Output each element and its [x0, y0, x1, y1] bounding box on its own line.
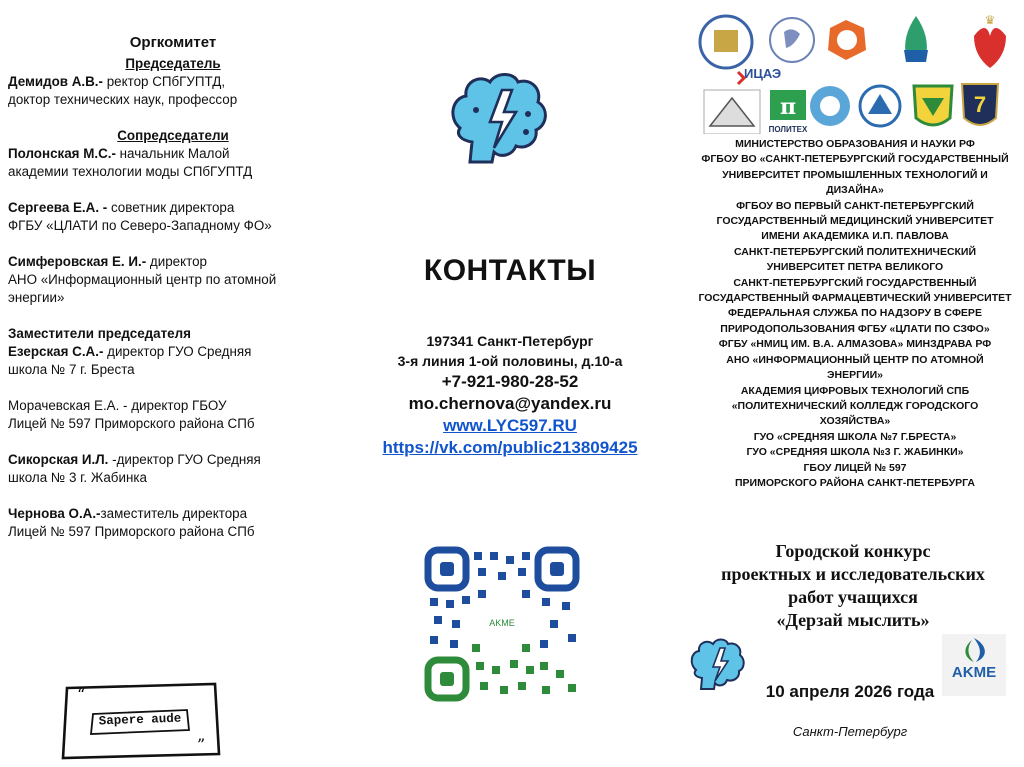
email-address: mo.chernova@yandex.ru [408, 394, 612, 413]
org-line: САНКТ-ПЕТЕРБУРГСКИЙ ПОЛИТЕХНИЧЕСКИЙ [733, 245, 977, 258]
motto-card [55, 680, 225, 762]
org-line: ФЕДЕРАЛЬНАЯ СЛУЖБА ПО НАДЗОРУ В СФЕРЕ [728, 307, 982, 320]
org-line: ГБОУ ЛИЦЕЙ № 597 [803, 461, 907, 474]
chair-entry: Демидов А.В.- ректор СПбГУПТД, [8, 74, 226, 89]
deputy-entry: Чернова О.А.-заместитель директора [8, 506, 248, 521]
deputy-entry: Езерская С.А.- директор ГУО Средняя [8, 344, 252, 359]
brain-lightning-logo [446, 68, 556, 168]
qr-center-label: AKME [489, 618, 515, 628]
site-link[interactable]: www.LYC597.RU [443, 416, 577, 435]
akme-logo-text: AKME [951, 664, 997, 681]
deputy-entry: Морачевская Е.А. - директор ГБОУ [8, 398, 227, 413]
org-line: ХОЗЯЙСТВА» [819, 415, 891, 428]
committee-title: Оргкомитет [129, 34, 217, 51]
deputies-heading: Заместители председателя [8, 326, 191, 341]
org-line: ФГБУ «НМИЦ ИМ. В.А. АЛМАЗОВА» МИНЗДРАВА РФ [718, 338, 992, 351]
org-line: ГОСУДАРСТВЕННЫЙ МЕДИЦИНСКИЙ УНИВЕРСИТЕТ [716, 215, 994, 228]
street-address: 3-я линия 1-ой половины, д.10-а [397, 353, 623, 369]
politeh-logo-text: ПОЛИТЕХ [768, 125, 808, 134]
org-line: АКАДЕМИЯ ЦИФРОВЫХ ТЕХНОЛОГИЙ СПБ [740, 384, 970, 397]
svg-text:”: ” [197, 735, 206, 754]
svg-text:“: “ [77, 685, 86, 704]
org-line: ДИЗАЙНА» [826, 184, 884, 197]
org-line: ЭНЕРГИИ» [827, 369, 883, 382]
event-date: 10 апреля 2026 года [765, 682, 935, 701]
org-line: ГУО «СРЕДНЯЯ ШКОЛА №3 Г. ЖАБИНКИ» [746, 446, 964, 459]
organizations-list [690, 137, 1020, 491]
member-entry: Полонская М.С.- начальник Малой [8, 146, 230, 161]
org-line: МИНИСТЕРСТВО ОБРАЗОВАНИЯ И НАУКИ РФ [735, 138, 975, 150]
org-line: «ПОЛИТЕХНИЧЕСКИЙ КОЛЛЕДЖ ГОРОДСКОГО [731, 399, 979, 412]
org-line: УНИВЕРСИТЕТ ПРОМЫШЛЕННЫХ ТЕХНОЛОГИЙ И [722, 168, 988, 181]
org-line: ИМЕНИ АКАДЕМИКА И.П. ПАВЛОВА [761, 230, 949, 243]
postal-address: 197341 Санкт-Петербург [426, 333, 594, 349]
svg-text:π: π [779, 94, 797, 120]
brain-lightning-small-icon [688, 636, 748, 692]
org-line: ГУО «СРЕДНЯЯ ШКОЛА №7 Г.БРЕСТА» [753, 430, 957, 443]
cochairs-heading: Сопредседатели [117, 128, 229, 143]
org-line: АНО «ИНФОРМАЦИОННЫЙ ЦЕНТР ПО АТОМНОЙ [726, 353, 984, 366]
org-line: ФГБОУ ВО «САНКТ-ПЕТЕРБУРГСКИЙ ГОСУДАРСТВЕННЫЙ [701, 153, 1009, 166]
contest-title: Городской конкурс проектных и исследовательских работ учащихся «Дерзай мыслить» [721, 541, 985, 630]
org-line: УНИВЕРСИТЕТ ПЕТРА ВЕЛИКОГО [766, 261, 944, 274]
deputy-entry: Сикорская И.Л. -директор ГУО Средняя [8, 452, 261, 467]
qr-code[interactable] [422, 544, 582, 704]
icae-logo-text: ИЦАЭ [744, 66, 782, 81]
vk-link[interactable]: https://vk.com/public213809425 [382, 438, 638, 457]
contacts-column [340, 0, 680, 767]
organizing-committee: Оргкомитет Председатель Демидов А.В.- ректор СПбГУПТД, доктор технических наук, профессор Сопредседатели Полонская М.С.- начальник Малой академии технологии моды СПбГУПТД Сергеева Е.А. - советник директора ФГБУ «ЦЛАТИ по Северо-Западному ФО» Симферовская Е. И.- директор АНО «Информационный центр по атомной энергии» Заместители председателя Езерская С.А.- директор ГУО Средняя школа № 7 г. Бреста Морачевская Е.А. - директор ГБОУ Лицей № 597 Приморского района СПб Сикорская И.Л. -директор ГУО Средняя школа № 3 г. Жабинка Чернова О.А.-заместитель директора Лицей № 597 Приморского района СПб [8, 34, 338, 541]
event-city: Санкт-Петербург [792, 724, 908, 739]
partner-logos-graphic [690, 6, 1024, 134]
org-line: САНКТ-ПЕТЕРБУРГСКИЙ ГОСУДАРСТВЕННЫЙ [733, 276, 977, 289]
motto-text: Sapere aude [98, 711, 182, 729]
svg-text:♛: ♛ [984, 13, 996, 27]
org-line: ПРИМОРСКОГО РАЙОНА САНКТ-ПЕТЕРБУРГА [734, 476, 975, 489]
contacts-block [340, 331, 680, 459]
partner-logos [690, 6, 1024, 134]
contacts-title: КОНТАКТЫ [423, 254, 597, 287]
org-line: ПРИРОДОПОЛЬЗОВАНИЯ ФГБУ «ЦЛАТИ ПО СЗФО» [720, 322, 990, 335]
org-line: ФГБОУ ВО ПЕРВЫЙ САНКТ-ПЕТЕРБУРГСКИЙ [736, 199, 974, 212]
org-line: ГОСУДАРСТВЕННЫЙ ФАРМАЦЕВТИЧЕСКИЙ УНИВЕРСИТЕТ [698, 292, 1012, 305]
member-entry: Симферовская Е. И.- директор [8, 254, 207, 269]
chair-heading: Председатель [125, 56, 221, 71]
svg-text:7: 7 [973, 92, 987, 117]
phone-number: +7-921-980-28-52 [441, 372, 579, 391]
member-entry: Сергеева Е.А. - советник директора [8, 200, 235, 215]
